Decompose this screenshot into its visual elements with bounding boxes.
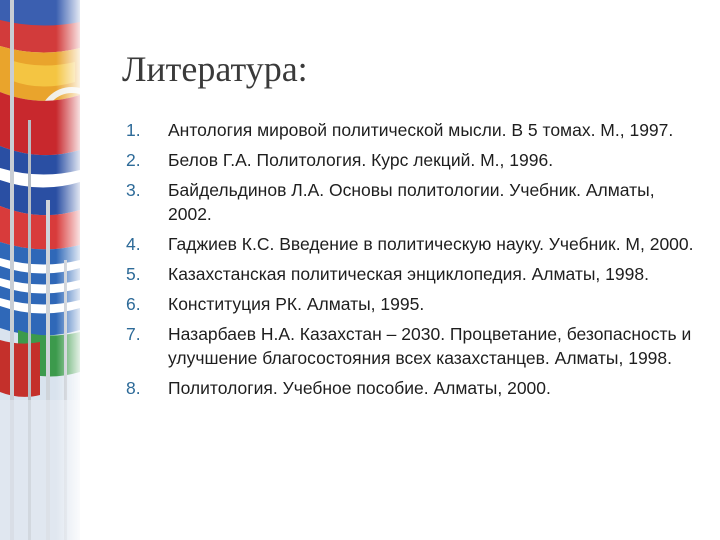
item-number: 5. <box>126 264 141 284</box>
item-text: Белов Г.А. Политология. Курс лекций. М., 1996. <box>168 150 554 170</box>
item-number: 7. <box>126 324 141 344</box>
item-number: 6. <box>126 294 141 314</box>
item-number: 4. <box>126 234 141 254</box>
list-item <box>122 232 702 256</box>
item-text: Конституция РК. Алматы, 1995. <box>168 294 425 314</box>
slide-title: Литература: <box>122 49 308 89</box>
list-item <box>122 178 702 226</box>
list-item <box>122 322 702 370</box>
item-number: 8. <box>126 378 141 398</box>
item-text: Гаджиев К.С. Введение в политическую науку. Учебник. М, 2000. <box>168 234 694 254</box>
item-text: Антология мировой политической мысли. В 5 томах. М., 1997. <box>168 120 674 140</box>
item-number: 2. <box>126 150 141 170</box>
item-text: Назарбаев Н.А. Казахстан – 2030. Процветание, безопасность и улучшение благосостояния всех казахстанцев. Алматы, 1998. <box>168 324 692 368</box>
list-item <box>122 376 702 400</box>
list-item <box>122 262 702 286</box>
list-item <box>122 148 702 172</box>
literature-list <box>122 118 702 406</box>
item-number: 1. <box>126 120 141 140</box>
item-text: Байдельдинов Л.А. Основы политологии. Учебник. Алматы, 2002. <box>168 180 655 224</box>
list-item <box>122 292 702 316</box>
list-item <box>122 118 702 142</box>
item-text: Казахстанская политическая энциклопедия. Алматы, 1998. <box>168 264 649 284</box>
flags-photo <box>0 0 80 540</box>
item-number: 3. <box>126 180 141 200</box>
item-text: Политология. Учебное пособие. Алматы, 2000. <box>168 378 551 398</box>
